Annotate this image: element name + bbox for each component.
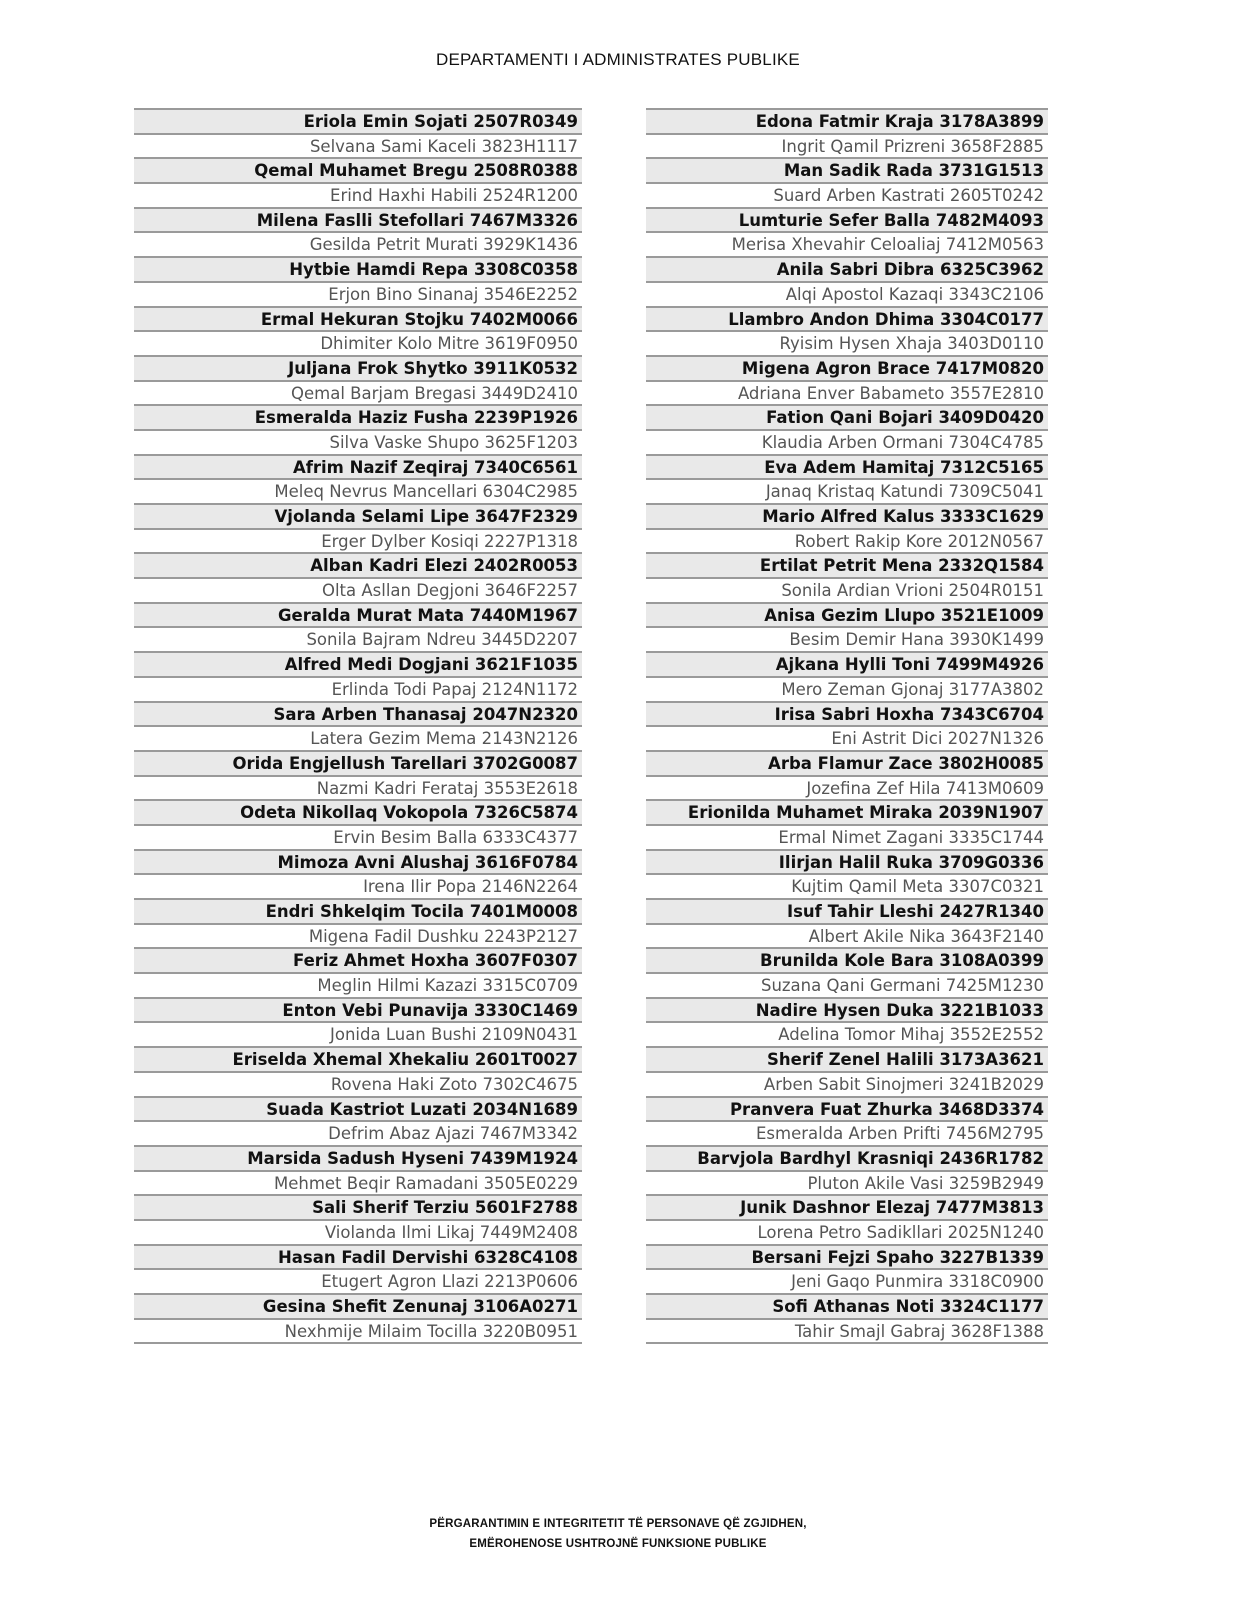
list-item: Erind Haxhi Habili 2524R1200 — [134, 184, 582, 209]
list-item: Mero Zeman Gjonaj 3177A3802 — [646, 678, 1048, 703]
list-item: Arba Flamur Zace 3802H0085 — [646, 752, 1048, 777]
list-item: Nazmi Kadri Ferataj 3553E2618 — [134, 777, 582, 802]
list-item: Sali Sherif Terziu 5601F2788 — [134, 1196, 582, 1221]
list-item: Sonila Ardian Vrioni 2504R0151 — [646, 579, 1048, 604]
list-item: Ervin Besim Balla 6333C4377 — [134, 826, 582, 851]
list-item: Meleq Nevrus Mancellari 6304C2985 — [134, 480, 582, 505]
list-item: Eni Astrit Dici 2027N1326 — [646, 727, 1048, 752]
list-item: Hytbie Hamdi Repa 3308C0358 — [134, 258, 582, 283]
list-item: Edona Fatmir Kraja 3178A3899 — [646, 110, 1048, 135]
list-item: Odeta Nikollaq Vokopola 7326C5874 — [134, 801, 582, 826]
list-item: Sara Arben Thanasaj 2047N2320 — [134, 703, 582, 728]
list-item: Migena Agron Brace 7417M0820 — [646, 357, 1048, 382]
list-item: Jonida Luan Bushi 2109N0431 — [134, 1023, 582, 1048]
list-item: Eriselda Xhemal Xhekaliu 2601T0027 — [134, 1048, 582, 1073]
list-item: Gesina Shefit Zenunaj 3106A0271 — [134, 1295, 582, 1320]
list-item: Janaq Kristaq Katundi 7309C5041 — [646, 480, 1048, 505]
list-item: Olta Asllan Degjoni 3646F2257 — [134, 579, 582, 604]
list-item: Adriana Enver Babameto 3557E2810 — [646, 382, 1048, 407]
list-item: Orida Engjellush Tarellari 3702G0087 — [134, 752, 582, 777]
list-item: Hasan Fadil Dervishi 6328C4108 — [134, 1246, 582, 1271]
list-item: Nadire Hysen Duka 3221B1033 — [646, 999, 1048, 1024]
list-item: Albert Akile Nika 3643F2140 — [646, 925, 1048, 950]
list-item: Geralda Murat Mata 7440M1967 — [134, 604, 582, 629]
list-item: Enton Vebi Punavija 3330C1469 — [134, 999, 582, 1024]
left-name-list — [134, 108, 582, 1344]
list-item: Esmeralda Arben Prifti 7456M2795 — [646, 1122, 1048, 1147]
list-item: Mimoza Avni Alushaj 3616F0784 — [134, 851, 582, 876]
list-item: Endri Shkelqim Tocila 7401M0008 — [134, 900, 582, 925]
list-item: Migena Fadil Dushku 2243P2127 — [134, 925, 582, 950]
list-item: Meglin Hilmi Kazazi 3315C0709 — [134, 974, 582, 999]
right-name-list — [646, 108, 1048, 1344]
list-item: Irena Ilir Popa 2146N2264 — [134, 875, 582, 900]
list-item: Sherif Zenel Halili 3173A3621 — [646, 1048, 1048, 1073]
list-item: Suzana Qani Germani 7425M1230 — [646, 974, 1048, 999]
list-item: Barvjola Bardhyl Krasniqi 2436R1782 — [646, 1147, 1048, 1172]
list-item: Adelina Tomor Mihaj 3552E2552 — [646, 1023, 1048, 1048]
list-item: Ertilat Petrit Mena 2332Q1584 — [646, 554, 1048, 579]
list-item: Eva Adem Hamitaj 7312C5165 — [646, 456, 1048, 481]
list-item: Ermal Hekuran Stojku 7402M0066 — [134, 308, 582, 333]
list-item: Ilirjan Halil Ruka 3709G0336 — [646, 851, 1048, 876]
list-item: Violanda Ilmi Likaj 7449M2408 — [134, 1221, 582, 1246]
list-item: Sofi Athanas Noti 3324C1177 — [646, 1295, 1048, 1320]
list-item: Feriz Ahmet Hoxha 3607F0307 — [134, 949, 582, 974]
list-item: Bersani Fejzi Spaho 3227B1339 — [646, 1246, 1048, 1271]
list-item: Alqi Apostol Kazaqi 3343C2106 — [646, 283, 1048, 308]
list-item: Fation Qani Bojari 3409D0420 — [646, 406, 1048, 431]
list-item: Irisa Sabri Hoxha 7343C6704 — [646, 703, 1048, 728]
list-item: Latera Gezim Mema 2143N2126 — [134, 727, 582, 752]
list-item: Ingrit Qamil Prizreni 3658F2885 — [646, 135, 1048, 160]
list-item: Anisa Gezim Llupo 3521E1009 — [646, 604, 1048, 629]
list-item: Erionilda Muhamet Miraka 2039N1907 — [646, 801, 1048, 826]
list-item: Selvana Sami Kaceli 3823H1117 — [134, 135, 582, 160]
list-item: Dhimiter Kolo Mitre 3619F0950 — [134, 332, 582, 357]
list-item: Etugert Agron Llazi 2213P0606 — [134, 1270, 582, 1295]
list-item: Pranvera Fuat Zhurka 3468D3374 — [646, 1098, 1048, 1123]
list-item: Arben Sabit Sinojmeri 3241B2029 — [646, 1073, 1048, 1098]
list-item: Ermal Nimet Zagani 3335C1744 — [646, 826, 1048, 851]
list-item: Milena Faslli Stefollari 7467M3326 — [134, 209, 582, 234]
list-item: Jeni Gaqo Punmira 3318C0900 — [646, 1270, 1048, 1295]
list-item: Esmeralda Haziz Fusha 2239P1926 — [134, 406, 582, 431]
list-item: Suada Kastriot Luzati 2034N1689 — [134, 1098, 582, 1123]
list-item: Afrim Nazif Zeqiraj 7340C6561 — [134, 456, 582, 481]
list-item: Llambro Andon Dhima 3304C0177 — [646, 308, 1048, 333]
list-item: Nexhmije Milaim Tocilla 3220B0951 — [134, 1320, 582, 1345]
list-item: Lumturie Sefer Balla 7482M4093 — [646, 209, 1048, 234]
list-item: Merisa Xhevahir Celoaliaj 7412M0563 — [646, 233, 1048, 258]
footer-line-2: EMËROHENOSE USHTROJNË FUNKSIONE PUBLIKE — [469, 1538, 767, 1550]
list-item: Man Sadik Rada 3731G1513 — [646, 159, 1048, 184]
list-item: Alfred Medi Dogjani 3621F1035 — [134, 653, 582, 678]
list-item: Junik Dashnor Elezaj 7477M3813 — [646, 1196, 1048, 1221]
list-item: Qemal Barjam Bregasi 3449D2410 — [134, 382, 582, 407]
footer-line-1: PËRGARANTIMIN E INTEGRITETIT TË PERSONAVE QË ZGJIDHEN, — [429, 1518, 807, 1530]
page-title: DEPARTAMENTI I ADMINISTRATES PUBLIKE — [436, 50, 800, 69]
list-item: Mehmet Beqir Ramadani 3505E0229 — [134, 1172, 582, 1197]
list-item: Kujtim Qamil Meta 3307C0321 — [646, 875, 1048, 900]
list-item: Klaudia Arben Ormani 7304C4785 — [646, 431, 1048, 456]
list-item: Erger Dylber Kosiqi 2227P1318 — [134, 530, 582, 555]
list-item: Anila Sabri Dibra 6325C3962 — [646, 258, 1048, 283]
list-item: Mario Alfred Kalus 3333C1629 — [646, 505, 1048, 530]
list-item: Gesilda Petrit Murati 3929K1436 — [134, 233, 582, 258]
list-item: Rovena Haki Zoto 7302C4675 — [134, 1073, 582, 1098]
list-item: Erjon Bino Sinanaj 3546E2252 — [134, 283, 582, 308]
list-item: Alban Kadri Elezi 2402R0053 — [134, 554, 582, 579]
list-item: Silva Vaske Shupo 3625F1203 — [134, 431, 582, 456]
list-item: Lorena Petro Sadikllari 2025N1240 — [646, 1221, 1048, 1246]
list-item: Robert Rakip Kore 2012N0567 — [646, 530, 1048, 555]
list-item: Vjolanda Selami Lipe 3647F2329 — [134, 505, 582, 530]
footer — [0, 1514, 1236, 1554]
list-item: Isuf Tahir Lleshi 2427R1340 — [646, 900, 1048, 925]
list-item: Erlinda Todi Papaj 2124N1172 — [134, 678, 582, 703]
list-item: Eriola Emin Sojati 2507R0349 — [134, 110, 582, 135]
list-item: Pluton Akile Vasi 3259B2949 — [646, 1172, 1048, 1197]
list-item: Brunilda Kole Bara 3108A0399 — [646, 949, 1048, 974]
list-item: Juljana Frok Shytko 3911K0532 — [134, 357, 582, 382]
list-item: Defrim Abaz Ajazi 7467M3342 — [134, 1122, 582, 1147]
list-item: Besim Demir Hana 3930K1499 — [646, 628, 1048, 653]
list-item: Sonila Bajram Ndreu 3445D2207 — [134, 628, 582, 653]
list-item: Marsida Sadush Hyseni 7439M1924 — [134, 1147, 582, 1172]
list-item: Suard Arben Kastrati 2605T0242 — [646, 184, 1048, 209]
list-item: Qemal Muhamet Bregu 2508R0388 — [134, 159, 582, 184]
list-item: Ryisim Hysen Xhaja 3403D0110 — [646, 332, 1048, 357]
list-item: Tahir Smajl Gabraj 3628F1388 — [646, 1320, 1048, 1345]
list-item: Ajkana Hylli Toni 7499M4926 — [646, 653, 1048, 678]
list-item: Jozefina Zef Hila 7413M0609 — [646, 777, 1048, 802]
